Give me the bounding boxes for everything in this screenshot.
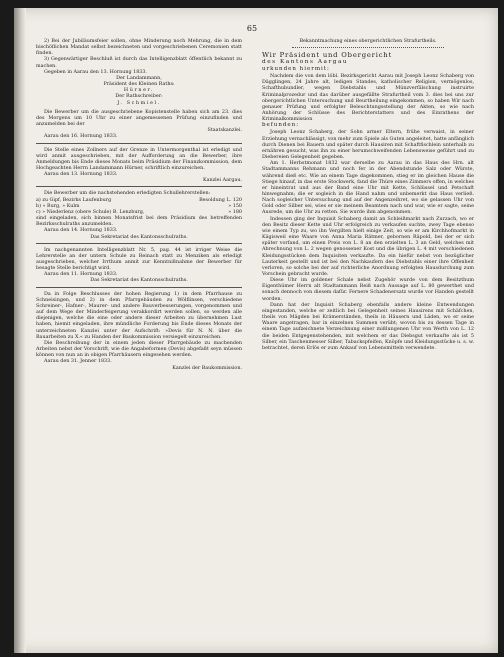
text-paragraph: Die Bewerber um die ausgeschriebene Kopistenstelle haben sich am 23. dies des Morgens um 10 Uhr zu einer angemessenen Prüfung einzufinden und anzumelden bei der <box>36 108 242 128</box>
court-title: Wir Präsident und Obergericht <box>262 51 393 60</box>
text-paragraph: Aarau den 11. Hornung 1833. <box>44 271 118 278</box>
text-paragraph: Das Sekretariat des Kantonsschulraths. <box>90 277 188 284</box>
book-spine-shadow <box>14 8 26 653</box>
verdict-findings <box>262 129 474 351</box>
text-paragraph: Nachdem die von dem löbl. Bezirksgericht Aarau mit Joseph Leonz Schaberg von Dägglingen, 24 Jahre alt, ledigen Standes, katholischer Religion, vermögenlos, Schafthubundler, wegen Diebstahls und Münzverfälschung instruirte Kriminalprozedur und das darüber ausgefällte Strafurtheil vom 3. dies bei uns zur obergerichtlichen Untersuchung und Beurtheilung eingekommen, so haben Wir nach genauer Prüfung und erfolgter Beleuchtungsstellung der Akten, so wie nach Anhörung der Schlüsse des Berichterstatters und des Einrathens der Kriminalkommission <box>262 73 474 123</box>
text-paragraph: 2) Bei der Jubiläumsfeier sollen, ohne Minderung noch Mehrung, die in dem bischöflichen Mandat selbst bezeichneten und vorgeschriebenen Ceremonien statt finden. <box>36 38 242 57</box>
text-paragraph: Dann hat der Inquisit Schaberg ebenfalls andere kleine Entwendungen eingestanden, welche er zeitlich bei Gelegenheit seines Hausirens mit Schäfchen, theils von Mägden bei Krämerständen, theils in Häusern und Läden, wo er seine Waare angetragen, bar in einzelnen Summen verübt; wovon bis zu dessen Tage in einem Tage aufzeichnete Verzeichnung einer mißlungenen Uhr von Werth von L. 12 die beiden Entgegenstehenden, mit welchem er das Diebsgut verkaufte als ist 5 Silber, ein Taschenmesser Silber, Tabackspfeifen, Knöpfe und Kleidungsstücke u. s. w. betrachtet, deren Erlös er zum Ankauf von Lebensmitteln verwendete. <box>262 301 474 351</box>
text-paragraph: Aarau den 13. Hornung 1833. <box>44 171 118 178</box>
text-paragraph: Im nachgenannten Intelligenzblatt Nr. 5, pag. 44 ist irriger Weise die Lehrerstelle an der untern Schule zu Reinach statt zu Menziken als erledigt ausgeschrieben, welcher Irrthum anmit zur Kenntnißnahme der Bewerber für besagte Stelle berichtigt wird. <box>36 246 242 272</box>
text-paragraph: Gegeben in Aarau den 13. Hornung 1833. <box>44 68 147 75</box>
text-paragraph: Aarau den 31. Jenner 1833. <box>44 358 112 365</box>
text-paragraph: Joseph Leonz Schaberg, der Sohn armer Eltern, frühe verwaist, in seiner Erziehung vernachlässigt, von mehr zum Spiele als Guten angeleitet, hatte anfänglich durch Dienen bei Bauern und später durch Hausiren mit Schaftfischlein unterhalb zu ernähren gesucht, was ihn zu einer herumschweifenden Lebensweise geführt und zu Diebereien Gelegenheit gegeben. <box>262 129 474 161</box>
divider <box>36 287 242 288</box>
verdict-preamble <box>262 73 474 122</box>
divider <box>292 47 444 48</box>
text-paragraph: Die Stelle eines Zollners auf der Grenze in Untermorgenthal ist erledigt und wird anmit ausgeschrieben, mit der Aufforderung an die Bewerber, ihre Anmeldungen bis Ende dieses Monats beim Präsidium der Finanzkommission, dem Hochgeachten Herrn Landammann Hürner, schriftlich einzureichen. <box>36 146 242 171</box>
text-paragraph: Der Landammann, <box>116 74 162 81</box>
text-paragraph: Der Rathschreiber: <box>115 93 163 100</box>
list-item-label: a) zu Gipf, Bezirks Laufenburg <box>36 196 112 203</box>
text-paragraph: Da in Folge Beschlusses der hohen Regierung 1) in dem Pfarrhause zu Schneisingen, und 2) in dem Pfarrgebäuden zu Wölflinsen, verschiedene Schreiner-, Hafner-, Maurer- und andere Bauverbesserungen, vorgenommen und auf dem Wege der Minderfeigerung verakkordirt werden sollen, so werden alle diejenigen, welche die eine oder andere dieser Arbeiten zu übernehmen Lust haben, hiemit eingeladen, ihre mündliche Forderung bis Ende dieses Monats der unterzeichneten Kanzlei unter der Aufschrift: »Devis für N. N. über die Bauarbeiten zu X.« zu Handen der Baukommission versiegelt einzureichen. <box>36 290 242 340</box>
left-column <box>36 38 242 371</box>
divider <box>36 243 242 244</box>
text-paragraph: Staatskanzlei. <box>207 127 242 134</box>
text-paragraph: Kanzlei Aargau. <box>202 177 242 184</box>
list-item-value: Besoldung L. 120 <box>199 196 242 203</box>
court-subtitle: des Kantons Aargau <box>262 59 349 66</box>
found-heading: befunden: <box>262 122 300 129</box>
text-paragraph: sind eingeladen, sich binnen Monatsfrist bei dem Präsidium des betreffenden Bezirksschulraths anzumelden. <box>36 215 242 228</box>
document-page <box>14 8 498 653</box>
court-declaration: urkunden hiermit: <box>262 66 330 73</box>
text-paragraph: Kanzlei der Baukommission. <box>172 364 242 371</box>
text-paragraph: Aarau den 14. Hornung 1833. <box>44 227 118 234</box>
text-paragraph: Präsident des Kleinen Raths: <box>103 81 175 88</box>
divider <box>36 186 242 187</box>
notice-heading: Bekanntmachung eines obergerichtlichen Strafurtheils. <box>299 38 437 44</box>
text-paragraph: Indessen ging der Inquisit Schaberg damit an Schleißmarkt nach Zurzach, wo er den Besitz dieser Kette und Uhr erfolgreich zu verkaufen suchte, zwey Tage ebenso wie einem Typ zu, wo ihn Vergilten hielt einige Zeit, so wie er am Kirchhofmarkt in Kägisweil eine Waare von Anna Maria Rätmer, gebornen Räpold, bei der er sich später vorfand, um einen Preis von L. 8 an den erzielten L. 3 an Geld, welches mit Abrechnung von L. 2 wegen genossener Kost und die übrigen L. 4 mit verschiedenen Kleidungsstücken dem Inquisiten verkaufte. Da ein hiefür nebst von bezüglicher Lauterkeit gestellt und ist bei den Nachkaufern des Diebstahls einer ihre Offenheit verloren, so solche bei der auf richterliche Anordnung erfolgten Hausdurchung zum Vorschein gebracht wurde. <box>262 215 474 277</box>
page-number: 65 <box>246 24 258 33</box>
text-paragraph: J. Schmiel. <box>117 99 161 106</box>
text-paragraph: Aarau den 16. Hornung 1833. <box>44 133 118 140</box>
list-item-label: c) » Niederlenz (obere Schule) B. Lenzburg, <box>36 208 145 215</box>
text-paragraph: Diese Uhr im goldener Schale nebst Zugehör wurde von dem Besitzthum Eigenthümer Herrn alt Stadtammann Reiß nach Aussage auf L. 80 gewerthet und sonach dennoch von diesem dafür. Fernere Schadenersatz wurde vor Handen gestellt worden. <box>262 277 474 302</box>
list-item-value: » 150 <box>228 202 242 209</box>
text-paragraph: Am 1. Herbstmonat 1832 war derselbe zu Aarau in das Haus des Hrn. alt Stadtammanns Rehmann und noch fer in der Abendstunde Salz oder Würste, während dieß etc. Wie an einem Tage dagekommen, stieg er im gleichen Hause die Stiege hinauf, in das erste Stockwerk, fand die Thüre eines Zimmers offen, in welches er hineintrat und aus der Band eine Uhr mit Kette, Schlüssel und Petschaft hinwegnahm; die er sogleich in die Hand nahm und unbemerkt das Haus verließ. Nach sogleicher Untersuchung und auf der Angenzeihret, wo sie gelassen Uhr von Gold oder Silber sei, wies er sie meinem Beamtem nach und war, wie er sagte, seine Ausrede, um die Uhr zu retten. Sie wurde ihm abgenommen. <box>262 160 474 216</box>
list-item-value: » 180 <box>228 208 242 215</box>
text-paragraph: Hürner. <box>123 87 155 94</box>
divider <box>36 143 242 144</box>
text-paragraph: Das Sekretariat des Kantonsschulraths. <box>90 233 188 240</box>
text-paragraph: Die Beschreibung der in einem jeden dieser Pfarrgebäude zu machenden Arbeiten nebst der Vorschrift, wie die Angabeformen (Devis) abgefaßt seyn müssen können von nun an in obigen Pfarrhäusern eingesehen werden. <box>36 339 242 359</box>
text-paragraph: 3) Gegenwärtiger Beschluß ist durch das Intelligenzblatt öffentlich bekannt zu machen. <box>36 56 242 69</box>
list-item-label: b) » Burg, » Kulm <box>36 202 80 209</box>
right-column <box>262 38 474 351</box>
text-paragraph: Die Bewerber um die nachstehenden erledigten Schullehrerstellen: <box>44 190 211 197</box>
